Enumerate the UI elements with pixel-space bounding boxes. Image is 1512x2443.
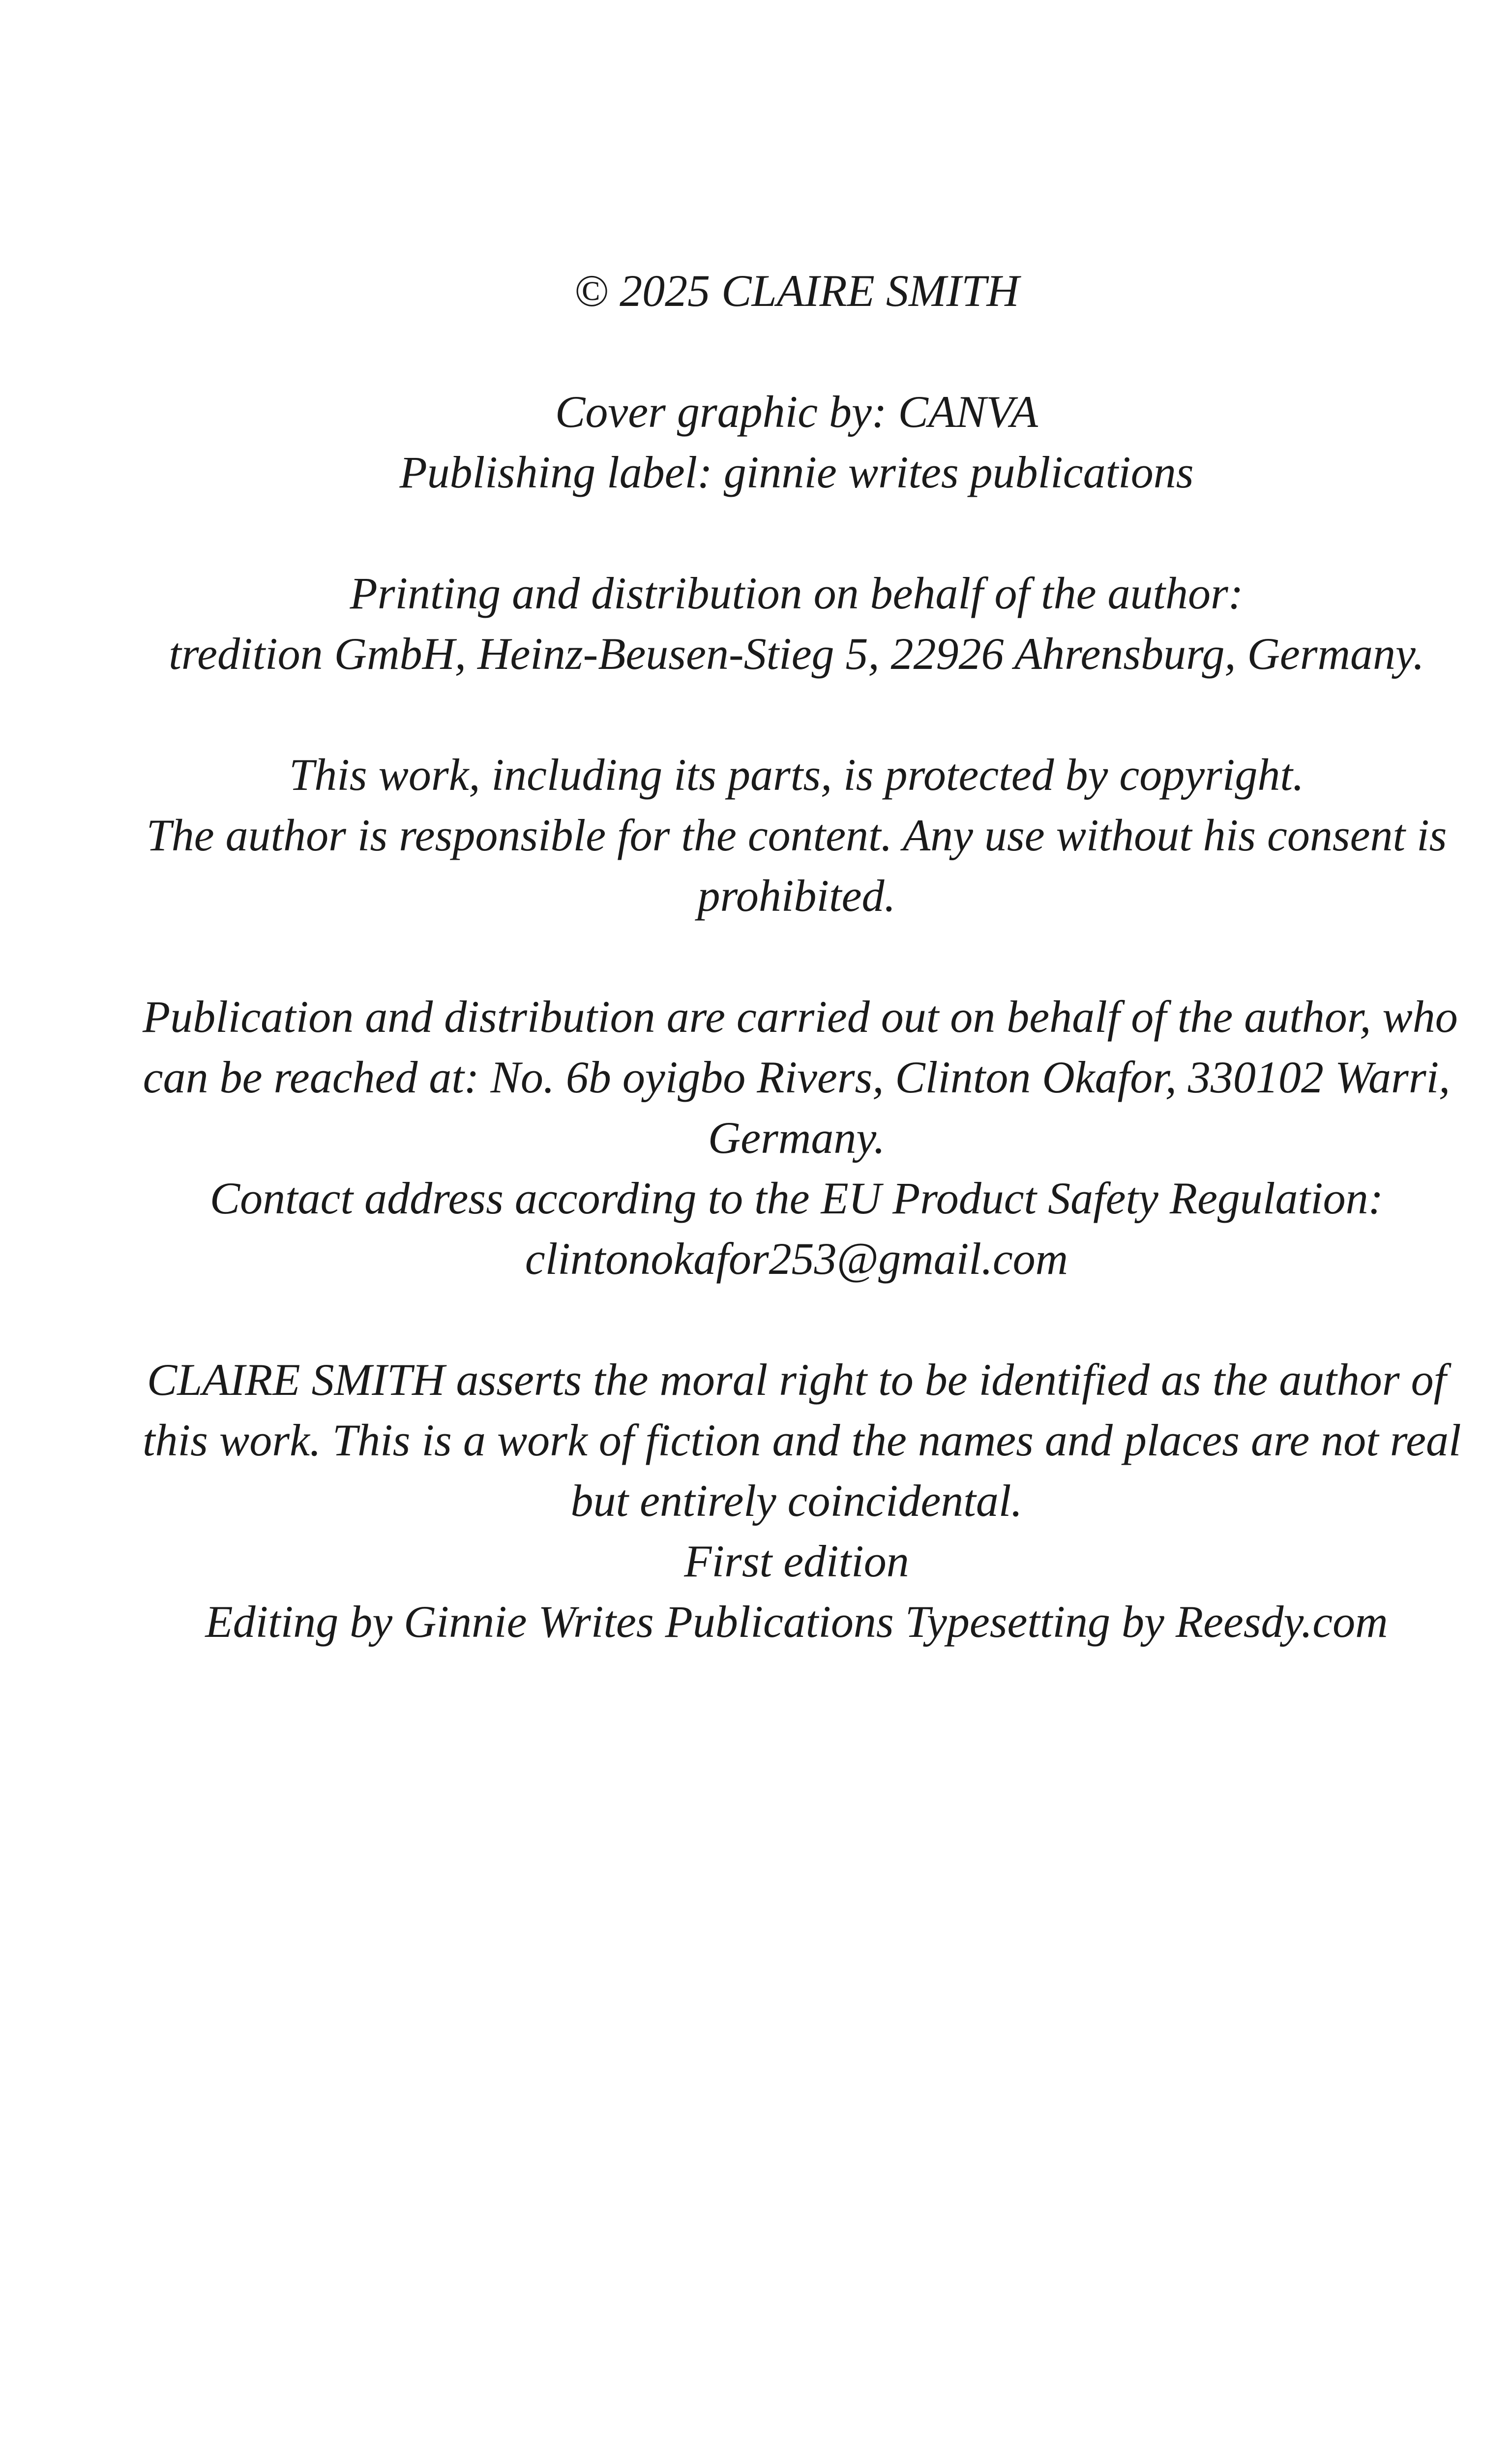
moral-rights-line-3: but entirely coincidental. (570, 1476, 1023, 1526)
copyright-notice-block (143, 745, 1451, 926)
copyright-notice-line-2: The author is responsible for the content. Any use without his consent is (146, 810, 1447, 860)
copyright-block (143, 261, 1451, 321)
publication-line-2: can be reached at: No. 6b oyigbo Rivers, Clinton Okafor, 330102 Warri, (143, 1052, 1451, 1102)
copyright-line: © 2025 CLAIRE SMITH (574, 266, 1019, 316)
printing-line-2: tredition GmbH, Heinz-Beusen-Stieg 5, 22926 Ahrensburg, Germany. (169, 629, 1424, 679)
cover-credit: Cover graphic by: CANVA (555, 387, 1038, 437)
copyright-notice-line-1: This work, including its parts, is protected by copyright. (289, 750, 1304, 800)
moral-rights-block (143, 1350, 1461, 1652)
publication-line-3: Germany. (708, 1113, 886, 1163)
editing-typesetting-line: Editing by Ginnie Writes Publications Typesetting by Reesdy.com (205, 1597, 1388, 1647)
publication-line-1: Publication and distribution are carried out on behalf of the author, who (143, 992, 1458, 1042)
edition-line: First edition (684, 1536, 909, 1586)
contact-email: clintonokafor253@gmail.com (525, 1234, 1068, 1284)
copyright-page-content (143, 261, 1461, 1713)
credits-block (143, 382, 1451, 503)
moral-rights-line-2: this work. This is a work of fiction and the names and places are not real (143, 1415, 1461, 1465)
publishing-label: Publishing label: ginnie writes publications (399, 447, 1194, 497)
printing-block (143, 563, 1451, 684)
copyright-notice-line-3: prohibited. (697, 871, 896, 921)
contact-address-line: Contact address according to the EU Product Safety Regulation: (209, 1173, 1384, 1223)
printing-line-1: Printing and distribution on behalf of the author: (350, 568, 1244, 618)
moral-rights-line-1: CLAIRE SMITH asserts the moral right to be identified as the author of (147, 1355, 1447, 1405)
publication-block (143, 987, 1458, 1289)
